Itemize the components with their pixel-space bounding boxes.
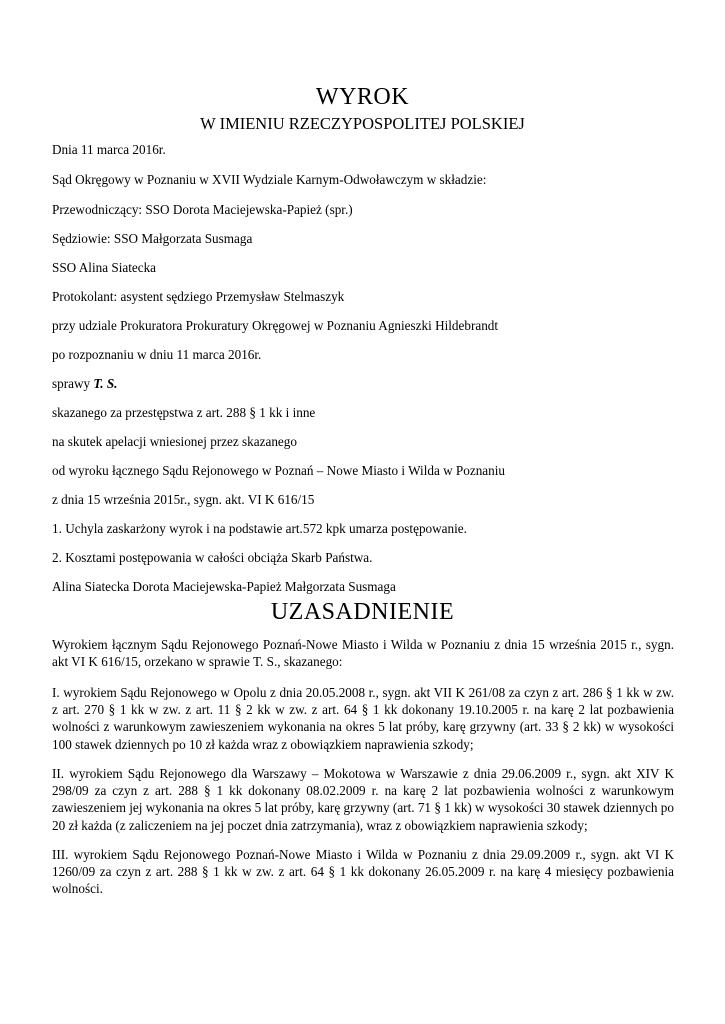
case-prefix: sprawy	[52, 376, 94, 391]
case-name: T. S.	[93, 376, 118, 391]
verdict-date: Dnia 11 marca 2016r.	[52, 142, 166, 157]
ruling-item-1: 1. Uchyla zaskarżony wyrok i na podstawie art.572 kpk umarza postępowanie.	[52, 521, 467, 536]
justification-item-2: II. wyrokiem Sądu Rejonowego dla Warszawy – Mokotowa w Warszawie z dnia 29.06.2009 r., sygn. akt XIV K 298/09 za czyn z art. 288 § 1 kk dokonany 08.02.2009 r. na karę 2 lat pozbawienia wolności z warunkowym zawieszeniem jej wykonania na okres 5 lat próby, karę grzywny (art. 71 § 1 kk) w wysokości 30 stawek dziennych po 20 zł każda (z zaliczeniem na jej poczet dnia zatrzymania), wraz z obowiązkiem naprawienia szkody;	[52, 766, 674, 833]
document-title: WYROK	[315, 84, 410, 110]
signatures: Alina Siatecka Dorota Maciejewska-Papież Małgorzata Susmaga	[52, 579, 396, 594]
appealed-judgment: od wyroku łącznego Sądu Rejonowego w Poznań – Nowe Miasto i Wilda w Poznaniu	[52, 463, 506, 478]
document-subtitle: W IMIENIU RZECZYPOSPOLITEJ POLSKIEJ	[200, 114, 525, 133]
justification-title: UZASADNIENIE	[270, 599, 455, 625]
court-composition: Sąd Okręgowy w Poznaniu w XVII Wydziale Karnym-Odwoławczym w składzie:	[52, 172, 487, 187]
case-line	[52, 376, 117, 392]
prosecutor: przy udziale Prokuratora Prokuratury Okręgowej w Poznaniu Agnieszki Hildebrandt	[52, 318, 499, 333]
justification-intro: Wyrokiem łącznym Sądu Rejonowego Poznań-Nowe Miasto i Wilda w Poznaniu z dnia 15 września 2015 r., sygn. akt VI K 616/15, orzekano w sprawie T. S., skazanego:	[52, 637, 674, 670]
ruling-item-2: 2. Kosztami postępowania w całości obciąża Skarb Państwa.	[52, 550, 373, 565]
judges: Sędziowie: SSO Małgorzata Susmaga	[52, 231, 253, 246]
appealed-judgment-date: z dnia 15 września 2015r., sygn. akt. VI K 616/15	[52, 492, 315, 507]
presiding-judge: Przewodniczący: SSO Dorota Maciejewska-Papież (spr.)	[52, 202, 353, 217]
justification-item-3: III. wyrokiem Sądu Rejonowego Poznań-Nowe Miasto i Wilda w Poznaniu z dnia 29.09.2009 r., sygn. akt VI K 1260/09 za czyn z art. 288 § 1 kk w zw. z art. 64 § 1 kk dokonany 26.05.2009 r. na karę 4 miesięcy pozbawienia wolności.	[52, 847, 674, 897]
appeal: na skutek apelacji wniesionej przez skazanego	[52, 434, 297, 449]
court-clerk: Protokolant: asystent sędziego Przemysław Stelmaszyk	[52, 289, 345, 304]
justification-item-1: I. wyrokiem Sądu Rejonowego w Opolu z dnia 20.05.2008 r., sygn. akt VII K 261/08 za czyn z art. 286 § 1 kk w zw. z art. 270 § 1 kk w zw. z art. 11 § 2 kk w zw. z art. 64 § 1 kk dokonany 19.10.2005 r. na karę 2 lat pozbawienia wolności z warunkowym zawieszeniem wykonania na okres 5 lat próby, karę grzywny (art. 33 § 2 kk) w wysokości 100 stawek dziennych po 10 zł każda wraz z obowiązkiem naprawienia szkody;	[52, 685, 674, 752]
judge-second: SSO Alina Siatecka	[52, 260, 157, 275]
hearing-date: po rozpoznaniu w dniu 11 marca 2016r.	[52, 347, 262, 362]
charge: skazanego za przestępstwa z art. 288 § 1 kk i inne	[52, 405, 316, 420]
